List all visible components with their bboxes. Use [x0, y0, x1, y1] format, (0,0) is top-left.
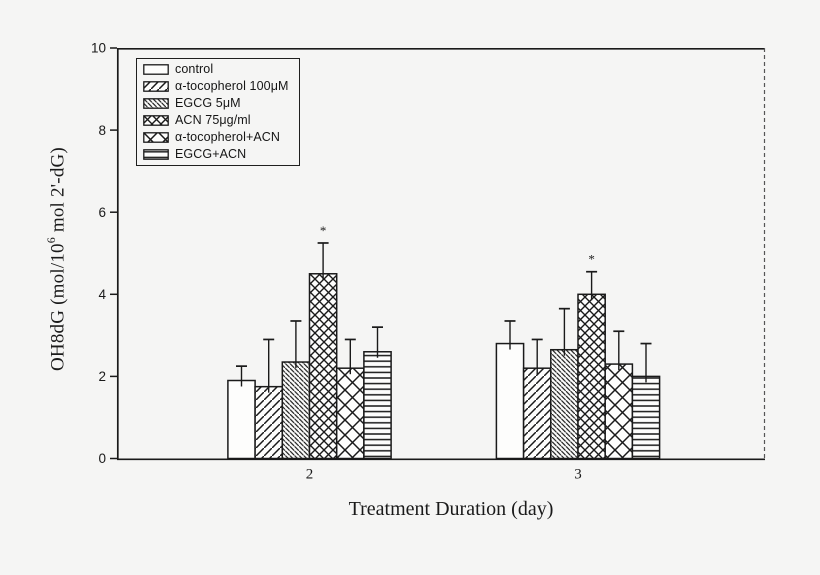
- bar-hatch: [310, 274, 337, 459]
- legend-label: ACN 75μg/ml: [175, 113, 251, 127]
- x-category-label: 3: [574, 466, 582, 483]
- y-tick-label: 8: [98, 122, 106, 138]
- legend-item: [143, 129, 299, 146]
- legend-swatch-horizontal-lines: [143, 149, 169, 160]
- y-axis-title-post: mol 2'-dG): [47, 147, 69, 238]
- bar-hatch: [551, 350, 578, 459]
- legend-label: α-tocopherol 100μM: [175, 79, 289, 93]
- legend-item: [143, 78, 299, 95]
- bar-bg: [496, 344, 523, 459]
- y-tick-label: 6: [98, 204, 106, 220]
- y-tick-label: 4: [98, 287, 106, 302]
- legend-label: EGCG 5μM: [175, 96, 241, 110]
- significance-asterisk: *: [588, 251, 595, 267]
- bar-hatch: [337, 368, 364, 458]
- y-axis-title-pre: OH8dG (mol/10: [47, 243, 69, 371]
- swatch-bg: [144, 65, 168, 74]
- legend-swatch-crosshatch-dense: [143, 115, 169, 126]
- swatch-hatch: [144, 150, 168, 159]
- swatch-hatch: [144, 99, 168, 108]
- significance-asterisk: *: [319, 222, 327, 238]
- legend-item: [143, 95, 299, 112]
- y-axis-title: [45, 109, 71, 409]
- legend-label: EGCG+ACN: [175, 147, 247, 161]
- bar-hatch: [282, 362, 309, 458]
- y-tick-label: 2: [98, 369, 106, 385]
- y-axis-ticks: [91, 41, 117, 467]
- legend-label: α-tocopherol+ACN: [175, 130, 281, 144]
- x-category-label: 2: [305, 466, 314, 483]
- bar-hatch: [632, 376, 659, 458]
- bar-hatch: [605, 364, 632, 458]
- x-axis-category-labels: [306, 467, 582, 483]
- legend-item: [143, 61, 299, 78]
- legend-label: control: [175, 62, 214, 76]
- bar-bg: [228, 381, 255, 459]
- y-tick-label: 10: [90, 40, 106, 56]
- legend-swatch-plain: [143, 64, 169, 75]
- bar-hatch: [364, 352, 391, 459]
- bar-hatch: [578, 294, 605, 458]
- legend-item: [143, 146, 299, 163]
- swatch-hatch: [144, 133, 168, 142]
- y-axis-title-superscript: 6: [44, 237, 58, 244]
- legend-swatch-diagonal-forward: [143, 81, 169, 92]
- legend-swatch-crosshatch-large: [143, 132, 169, 143]
- bar-hatch: [524, 368, 551, 458]
- swatch-hatch: [144, 82, 168, 91]
- legend: [136, 58, 300, 166]
- legend-swatch-diagonal-back-dense: [143, 98, 169, 109]
- y-tick-label: 0: [98, 451, 106, 467]
- x-axis-title: Treatment Duration (day): [348, 498, 554, 520]
- bar-hatch: [255, 387, 282, 459]
- legend-item: [143, 112, 299, 129]
- bars: [228, 223, 660, 459]
- swatch-hatch: [144, 116, 168, 125]
